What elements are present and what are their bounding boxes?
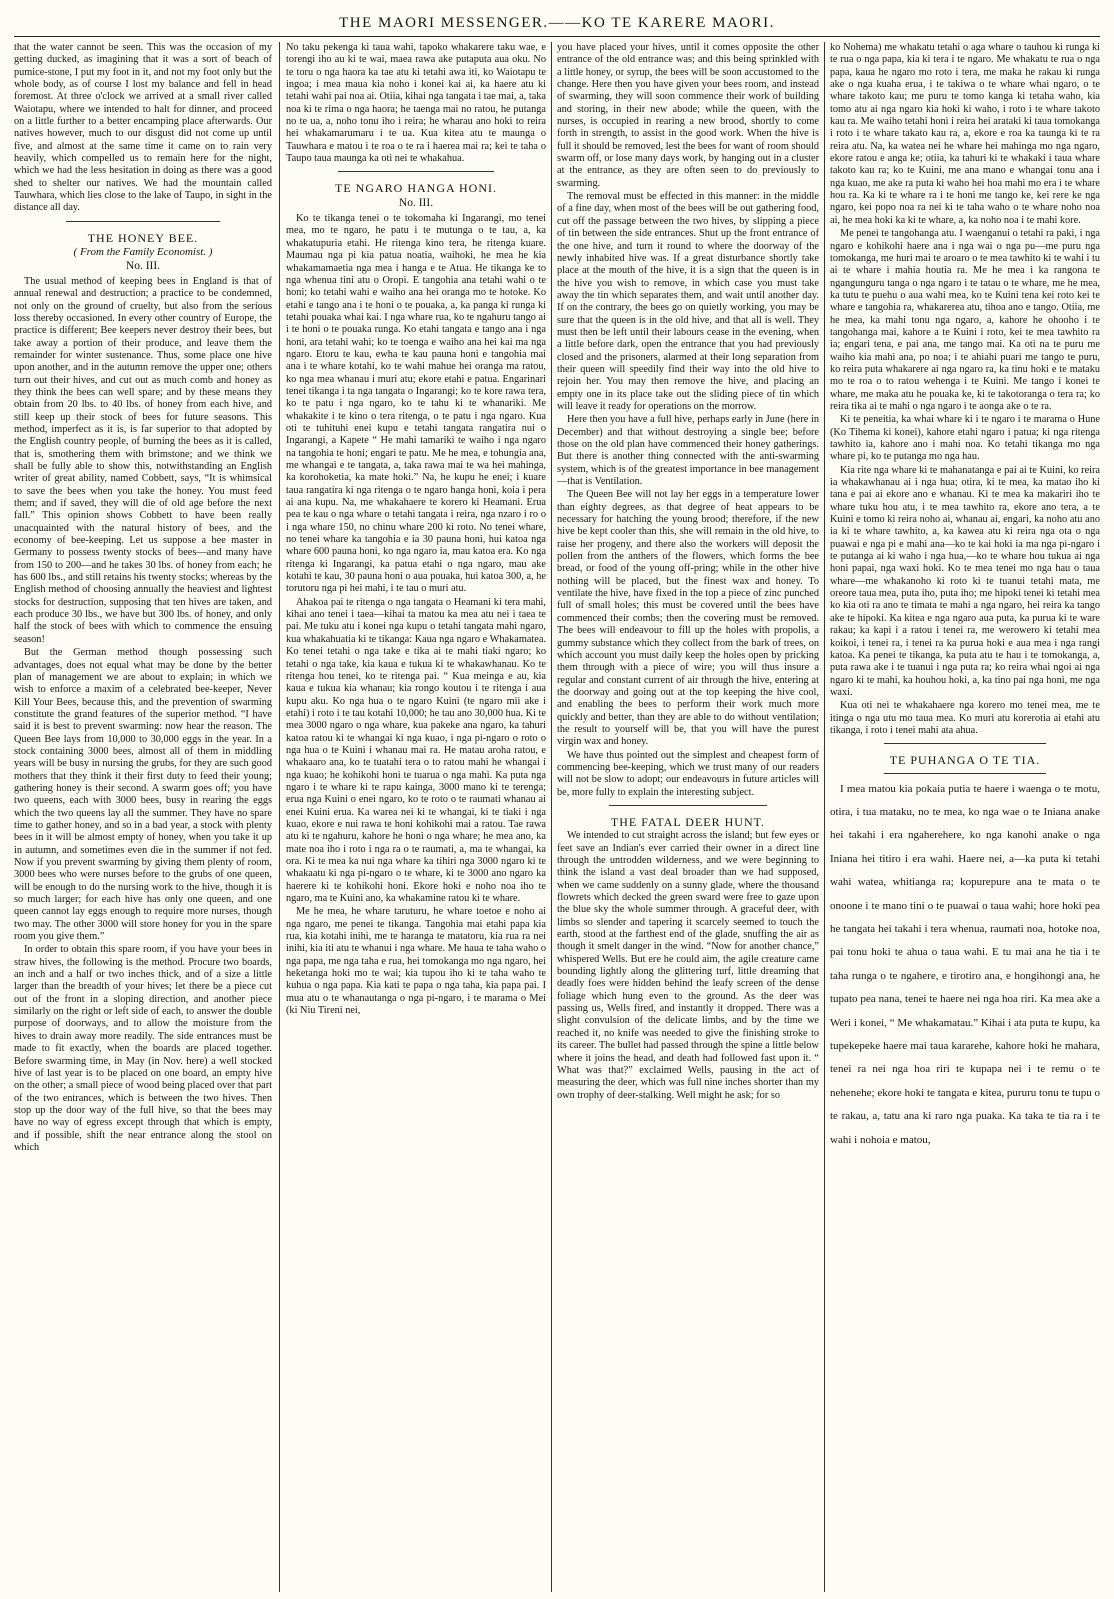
article-title-honey-bee: THE HONEY BEE. [87,230,199,245]
column-4 [830,42,1100,1592]
masthead-dash: —— [548,15,582,31]
paragraph: No taku pekenga ki taua wahi, tapoko whakarere taku wae, e torengi iho au ki te wai, maea rawa ake putaputa aua oku. No te toru o nga haora ka tae atu ki tetahi awa iti, ko Waiotapu te ingoa; i mea maua kia noho i konei kai ai, ka haere atu ki tetahi wahi pai noa ai. Otiia, kihai nga tangata i tae mai, a, taka noa ki te rima o nga haora; he taenga mai no ratou, he putanga no te ua, a, noho tonu iho i reira; he wharau ano hoki to reira hei whakamarumaru i te ua. Kua kitea atu te maunga o Tauwhara e matou i te roa o te ra i haerea mai ra; kei te taha o Taupo taua maunga ka oti nei te whakahua. [286,42,546,165]
paragraph: The removal must be effected in this manner: in the middle of a fine day, when most of the bees will be out gathering food, cut off the passage between the two hives, by slipping a piece of tin between the side entrances. Shut up the front entrance of the one hive, and turn it round to where the doorway of the newly inhabited hive was. If a great disturbance shortly take place at the mouth of the hive, it is a sign that the queen is in the hive you wish to remove, in which case you must take away the tin which separates them, and wait until another day. If on the contrary, the bees go on quietly working, you may be sure that the queen is in the old hive, and that all is well. They must then be left until their labours cease in the evening, when a little before dark, open the entrance that you had previously closed and the prisoners, alarmed at their long separation from their queen will speedily find their way into the old hive to rejoin her. You may then remove the hive, and placing an empty one in its place take out the sliding piece of tin which will leave it ready for operations on the morrow. [557,191,819,412]
paragraph: But the German method though possessing such advantages, does not equal what may be done by the better plan of management we are about to explain; in which we wish to enforce a maxim of a celebrated bee-keeper, Never Kill Your Bees, because this, and the prevention of swarming constitute the grand features of the superior method. “I have said it is best to prevent swarming: now hear the reason. The Queen Bee lays from 10,000 to 30,000 eggs in the year. In a stock containing 3000 bees, almost all of them in middling years will be busy in nursing the grubs, for they are such good mothers that they think it their first duty to feed their young; gathering honey is their second. A swarm goes off; you have two queens, each with 3000 bees, busy in rearing the eggs which the two queens lay all the summer. They have no spare time to gather honey, and so in a bad year, a stock with plenty bees in it will be almost empty of honey, when you take it up in autumn, and sometimes even die in the summer if not fed. Now if you prevent swarming by giving them plenty of room, 3000 bees who were nurses before to the grubs of one queen, will be enough to do the nursing work to the hive, though it is so much larger; for each hive has only one queen, and one queen cannot lay eggs enough to require more nurses, though two may. The other 3000 will store honey for you in the spare room you give them.” [14,647,272,943]
masthead-english: THE MAORI MESSENGER. [339,15,549,31]
paragraph: We have thus pointed out the simplest and cheapest form of commencing bee-keeping, which we trust many of our readers will not be slow to adopt; our endeavours in future articles will be, more fully to explain the interesting subject. [557,749,819,798]
paragraph: Kia rite nga whare ki te mahanatanga e pai ai te Kuini, ko reira ia whakawhanau ai i nga hua; otira, ki te mea, ka matao iho ki tana e pai ai ekore ano e whanau. Ki te mea ka makariri iho te whare tuku hou atu, i te mea tawhito ra, ekore ano tera, a te Kuini e tomo ki reira noho ai, whanau ai, engari, ka noho atu ano ia ki te whare tawhito, a, ka kawea atu ki reira nga ota o nga puawai e nga pi e mahi ana—ko te kai hoki ia ma nga pi-ngaro i te putanga ai ki waho i nga hua,—ko te whare hou tukua ai nga honi papai, nga waxi hoki. Ko te mea tenei mo nga hau o taua whare—me whakanoho ki roto ki te tuanui tetahi mata, me oreore taua mea, puta iho, puta iho; me hipoki tenei ki tetahi mea ko kia oti ra ano te timata te mahi a nga ngaro, hei reira ka tango ake te hipoki. Ka kitea e nga ngaro aua puta, ka purua ki te ware rakau; ka kapi i a ratou i tenei ra, me werowero ki tetahi mea koikoi, i tenei ra, i tenei ra ka purua hoki e aua mea i nga rangi katoa. Ka penei te tikanga, ka puta atu te hau i te tomokanga, a, puta rawa ake i te tuanui i nga puta ra; ko reira whai ngoi ai nga ngaro ki te mahi, ka houhou hoki, a, ka tino pai nga honi, me nga waxi. [830,464,1100,698]
divider [338,171,494,172]
paragraph: Ahakoa pai te ritenga o nga tangata o Heamani ki tera mahi, kihai ano tenei i taea—kihai ta matou ka mea atu nei i taea te pai. Me tuku atu i konei nga kupu o tetahi tangata mahi ngaro, kua whakahuatia ki te tikanga: Kaua nga ngaro e Whakamatea. Ko tenei tetahi o nga take e tika ai te mahi tiaki ngaro; ko tetahi o nga take, kia kaua e tukua ki te whakawhanau. Ko te ritenga hou tenei, ko te ritenga pai. “ Kua meinga e au, kia kaua e tukua kia whanau; kia rongo koutou i te ritenga i aua kupu aku. Ko nga hua o te ngaro Kuini (te ngaro mii ake i etahi) i roto i te tau kotahi 10,000; he tau ano 30,000 hua. Ki te mea 3000 ngaro o nga whare, kua pakeke ana ngaro, ka tahuri katoa ratou ki te whangai ki nga kuao, i nga pi-ngaro o roto o nga hua o te Kuini i whanau mai ra. He matau aroha ratou, e whakaaro ana, ko te tuatahi tera o to ratou mahi he whangai i nga kuao; he kohikohi honi te tuarua o nga mahi. Ka puta nga ngaro i te whare ki te rapu kainga, 3000 mano ki te terenga; erua nga Kuini o enei ngaro, ko te roto o te raumati whanau ai enei Kuini erua. Ka warea nei ki te whangai, ki te tiaki i nga kuao, ekore e nui rawa te honi kohikohi mai a ratou. Tae rawa atu ki te ngahuru, kahore he honi o nga whare; he mea ano, ka mate noa iho i roto i nga ra o te raumati, a, ma te whangai, ka ora. Ki te mea ka nui nga whare ka tihiri nga 3000 ngaro ki te whakaatu ki nga pi-ngaro o te whare, ki te 3000 ano ngaro ka haerere ki te kohikohi honi. Ekore hoki e noho noa iho te ngaro, ma te Kuini ano, ka whakamine ratou ki te whare. [286,596,546,905]
paragraph: In order to obtain this spare room, if you have your bees in straw hives, the following is the method. Procure two boards, an inch and a half or two inches thick, and of a size a little larger than the breadth of your hives; let there be a piece cut out of the front in a sloping direction, and another piece similarly on the right or left side of each, to answer the double purpose of doorways, and to allow the moisture from the hives to drain away more readily. The side entrances must be made to fit exactly, when the boards are placed together. Before swarming time, in May (in Nov. here) a well stocked hive of last year is to be placed on one board, an empty hive on the other; a small piece of wood being placed over that part of the two entrances, which is between the two hives. Then stop up the door way of the full hive, so that the bees may have no way of egress except through that which is empty, and if possible, shift the near entrance along the stool on which [14,944,272,1153]
paragraph: We intended to cut straight across the island; but few eyes or feet save an Indian's ever carried their owner in a direct line through the untrodden wilderness, and we were beginning to think the island a vast deal broader than we had supposed, when we came suddenly on a sunny glade, where the thousand flowrets which decked the green sward were free to gaze upon the blue sky the whole summer through. A graceful deer, with limbs so slender and tapering it scarcely seemed to touch the earth, stood at the farthest end of the glade, snuffing the air as though it smelt danger in the wind. “Now for another chance,” whispered Wells. But ere he could aim, the agile creature came bounding lightly along the glittering turf, little dreaming that deadly foes were hidden behind the leafy screen of the dense foliage which hung even to the ground. As the deer was passing us, Wells fired, and instantly it dropped. There was a slight convulsion of the delicate limbs, and by the time we reached it, no knife was needed to give the finishing stroke to its career. The bullet had passed through the spine a little below where it joins the head, and death had followed fast upon it. “ What was that?” exclaimed Wells, pausing in the act of measuring the deer, which was full nine inches shorter than my own trophy of deer-stalking. Well might he ask; for so [557,830,819,1101]
column-1 [14,42,272,1592]
article-title-te-puhanga: TE PUHANGA O TE TIA. [889,753,1041,768]
column-rule [824,42,825,1592]
paragraph: that the water cannot be seen. This was the occasion of my getting ducked, as imagining that it was a sort of beach of pumice-stone, I put my foot in it, and not my foot only but the whole body, as of course I lost my balance and fell in head foremost. At three o'clock we arrived at a small river called Waiotapu, where we intended to halt for dinner, and proceed on a little further to a better encamping place afterwards. Our natives however, much to our disgust did not come up until five, and almost at the same time it came on to rain very heavily, which compelled us to remain here for the night, which we had the less hesitation in doing as there was a good shed to shelter our natives. We had the mountain called Tauwhara, which lies close to the lake of Taupo, in sight in the distance all day. [14,42,272,214]
paragraph: Ki te peneitia, ka whai whare ki i te ngaro i te marama o Hune (Ko Tihema ki konei), kahore etahi ngaro i patua; ki nga ritenga tawhito ia, kahore ano i mahi noa. Ko tetahi tikanga mo nga whare pi, ko te putanga mo nga hau. [830,414,1100,463]
column-rule [279,42,280,1592]
paragraph: Me he mea, he whare taruturu, he whare toetoe e noho ai nga ngaro, me penei te tikanga. Tangohia mai etahi papa kia rua, kia kotahi inihi, me te haranga te matatoru, kia rua ra nei inihi, kia iti atu te whanui i nga whare. Me haua te taha waho o nga papa, me nga taha e rua, hei tomokanga mo nga ngaro, hei heketanga hoki mo te wai; kia tupou iho ki te taha waho te kuhua o nga papa. Kia kati te papa o nga taha, kia papa pai. I mua atu o te whanautanga o nga pi-ngaro, i te marama o Mei (ki Niu Tireni nei, [286,906,546,1017]
masthead-maori: KO TE KARERE MAORI. [581,15,775,31]
paragraph: Me penei te tangohanga atu. I waenganui o tetahi ra paki, i nga ngaro e kohikohi haere ana i nga wai o nga pu—me puru nga tomokanga, me huri mai te aroaro o te mea tawhito ki te wahi i tu ai te whare i mahia houtia ra. Me he mea i ka rangona te ngangunguru tanga o nga ngaro i te tatau o te whare, me he mea, ka tutu te puehu o aua wahi mea, ko te Kuini tena kei roto kei te whare e tangohia ra, whakarerea atu, tihoa ano e tango. Otiia, me he mea, ka mahi tonu nga ngaro, a, kahore he ohooho i te tangohanga mai, kahore a te Kuini i roto, kei te mea tawhito ra ia; engari tena, e pai ana, me tango mai. Ka oti na te puru me waiho kia mahi ana, po noa; i te ahiahi puari me tango te puru, ko reira puta whakarere ai nga ngaro ra, ka tinu hoki e te mataku mo te roa o to ratou wehenga i te Kuini. Me tango i konei te whare, me maka atu he pouaka ke, ki te takotoranga o tera ra; ko reira tika ai te mahi o nga ngaro i te aonga ake o te ra. [830,228,1100,412]
column-2 [286,42,546,1592]
article-number: No. III. [125,259,161,272]
column-rule [551,42,552,1592]
divider [884,743,1046,744]
article-number: No. III. [398,196,434,209]
paragraph: ko Nohema) me whakatu tetahi o aga whare o tauhou ki runga ki te rua o nga papa, kia ki tera i te ngaro. Me whakatu te rua o nga papa, kaua he ngaro mo roto i tera, me maka he rakau ki runga ake o nga kuaha erua, i te takiwa o te whare whai ngaro, o te whare takoto kau; me puru te tomo kanga ki tetaha waho, kia tomo atu ai nga ngaro kia hoki ki waho, i roto i te whare takoto kau ra. Me waiho tetahi honi i reira hei arataki ki taua tomokanga i roto i te whare takato kau ra, a, ekore e roa ka taunga ki te ra reira atu. Na, ka watea nei he whare hei mahinga mo nga ngaro, ekore ratou e anga ke; otiia, ka tahuri ki te whakaki i taua whare takoto kau ra; ko te Kuini, me ana mano e whangai tonu ana i nga kuao, me ake ra puta ki waho hei hoa mahi mo era i te whare hou ra. Ka ki te whare ra i te honi me tango ke, kei rere ke nga ngaro, kei popo noa ra nei ki te taha waho o te whare noho noa ai, he mea hoki ka ki te whare, a, ka noho noa i te mahi kore. [830,42,1100,226]
paragraph: I mea matou kia pokaia putia te haere i waenga o te motu, otira, i tua mataku, no te mea, ko nga wae o te Iniana anake hei takahi i era ngaherehere, ko nga kanohi anake o nga Iniana hei titiro i era wahi. Haere nei, a—ka puta ki tetahi wahi watea, whitianga ra; kopurepure ana te mata o te onoone i te mano tini o te puawai o taua wahi; hore hoki pea he tangata hei takahi i tera whenua, raumati noa, hotoke noa, pai tonu hoki te ahua o taua wahi. E tu mai ana he tia i te taha runga o te ngahere, e tirotiro ana, e hongihongi ana, he tupato pea nana, tenei te haere nei nga hoa riri. Ka mea ake a Weri i konei, “ Me whakamatau.” Kihai i ata puta te kupu, ka tupekepeke haere mai taua kararehe, kahore hoki he mahara, tenei ra nei nga hoa riri te kupapa nei i te remu o te nehenehe; ekore hoki te tangata e kitea, pururu tonu te tupu o te rakau, a, tatu ana ki raro nga puaka. Ka taka te tia ra i te wahi i nohoia e matou, [830,782,1100,1146]
paragraph: Here then you have a full hive, perhaps early in June (here in December) and that without destroying a single bee; before those on the old plan have commenced their honey gatherings. But there is another thing connected with the anti-swarming system, which is of the greatest importance in bee management—that is Ventilation. [557,414,819,488]
divider [609,805,766,806]
paragraph: Kua oti nei te whakahaere nga korero mo tenei mea, me te itinga o nga utu mo taua mea. Ko muri atu korerotia ai etahi atu tikanga, i roto i tenei mahi ata ahua. [830,700,1100,736]
paragraph: you have placed your hives, until it comes opposite the other entrance of the old entrance was; and this being sprinkled with a little honey, or syrup, the bees will be soon accustomed to the change. Here then you have given your bees room, and instead of swarming, they will soon commence their work of building and storing, in their new abode; while the queen, with the nurses, is occupied in rearing a new brood, shortly to come forth in strength, to assist in the good work. When the hive is full it should be removed, lest the bees for want of room should swarm off, or lose many days work, by hanging out in a cluster at the entrance, as they are often seen to do previously to swarming. [557,42,819,189]
paragraph: Ko te tikanga tenei o te tokomaha ki Ingarangi, mo tenei mea, mo te ngaro, he patu i te mutunga o te tau, a, ka whakatupuria etahi. He ritenga kino tera, he ritenga kuare. Maumau nga pi kia patua noatia, waihoki, he mea he kia whakamamaetia nga mea i hanga e te Atua. He tikanga ke to nga whenua tini atu o Oropi. E tangohia ana tetahi wahi o te honi; ko tetahi wahi e waiho ana hei oranga mo te hotoke. Ko etahi e tango ana i te honi o te pouaka, a, ka panga ki runga ki tetahi pouaka whai kai. I nga whare rua, ko te ngahuru tango ai i te honi o te pouaka runga. Ko etahi tangata e tango ana i nga honi, ara tetahi wahi; ko te toenga e waiho ana hei kai ma nga ngaro. Etoru te kau, ewha te kau pauna honi e tangohia mai ana i te whare kotahi, ko te wahi mahue hei oranga ma ratou, ko nga mea whanau i muri atu; ekore etahi e patua. Engarinari tenei tikanga i ta nga tangata o Ingarangi; ko te kore rawa tera, ko te patu i nga ngaro, ko te tahu ki te whanariki. Me whakakite i te kino o tera ritenga, o te patu i nga ngaro. Kua oti te tuhituhi enei kupu e tetahi tangata rangatira nui o Ingarangi, a Kapete “ He mahi tamariki te waiho i nga ngaro na tangohia te honi; engari te patu. Me he mea, e tohungia ana, me whangai e te tangata, a, taka rawa mai te wa hei mahinga, ka korohoketia, ka mate hoki.” Na, he kupu he enei; i kuare taua rangatira ki nga ritenga o te ngaro hanga honi, koia i pera ai ana kupu. Na, me whakahaere te korero ki Heamani. Erua pea te kau o nga whare o tetahi tangata i reira, nga nzaro i ro o i nga whare 150, no chinu whare 200 ki roto. No tenei whare, no tenei whare ka tangohia e ia 30 pauna honi, hui katoa nga whare 600 pauna honi, ko nga ngaro ia, mau katoa era. Ko nga ritenga ki Ingarangi, ka patua etahi o nga ngaro, mau ake kotahi te kau, 30 pauna honi o aua pouaka, hui katoa 300, a, he torutoru nga pi hei mahi, i te tau o muri atu. [286,213,546,595]
article-title-fatal-deer-hunt: THE FATAL DEER HUNT. [610,814,766,829]
divider [884,773,1046,774]
article-title-te-ngaro: TE NGARO HANGA HONI. [335,181,497,196]
paragraph: The usual method of keeping bees in England is that of annual renewal and destruction; a practice to be condemned, not only on the ground of cruelty, but also from the serious loss thereby occasioned. In every other country of Europe, the practice is different; Bee keepers never destroy their bees, but take away a portion of their produce, and leave them the remainder for winter sustenance. Thus, some place one hive upon another, and in the autumn remove the upper one; others turn out their hives, and cut out as much comb and honey as they think the bees can well spare; and by these means they obtain from 20 lbs. to 40 lbs. of honey from each hive, and still keep up their stock of bees for future seasons. This method, imperfect as it is, is far superior to that adopted by the English country people, of burning the bees as it is called, that is, smothering them with brimstone; and we think we shall be fully able to show this, notwithstanding an English writer of great ability, named Cobbett, says, “It is whimsical to save the bees when you take the honey. You must feed them; and if saved, they will die of old age before the next fall.” This opinion shows Cobbett to have been really unacquainted with the natural history of bees, and the economy of bee-keeping. Let us suppose a bee master in Germany to possess twenty stocks of bees—and many have from 150 to 200—and he takes 30 lbs. of honey from each; he has 600 lbs., and still retains his twenty stocks; whereas by the English method of choosing annually the heaviest and lightest stocks for destruction, supposing that ten hives are taken, and each produce 30 lbs., we have but 300 lbs. of honey, and only half the stock of bees with which to commence the ensuing season! [14,275,272,645]
masthead [14,10,1100,37]
column-3 [557,42,819,1592]
divider [66,221,221,222]
paragraph: The Queen Bee will not lay her eggs in a temperature lower than eighty degrees, as that degree of heat appears to be necessary for hatching the young brood; therefore, if the new hive be kept cooler than this, she will remain in the old hive, to raise her progeny, and there also the workers will deposit the pollen from the anthers of the flowers, which forms the bee bread, or food of the young off-pring; while in the other hive nothing will be placed, but the finest wax and honey. To ventilate the hive, have fixed in the top a piece of zinc punched full of small holes; this must be covered until the bees have commenced their combs; then the covering must be removed. The bees will endeavour to fill up the holes with propolis, a gummy substance which they collect from the bark of trees, on which account you must daily keep the holes open by pricking them through with a piece of wire; you will thus insure a regular and constant current of air through the hive, entering at the doorway and going out at the top keeping the hive cool, and enabling the bees to perform their work much more quickly and better, than they are able to do without ventilation; the result to yourself will be, that you will have the purest virgin wax and honey. [557,489,819,748]
article-source: ( From the Family Economist. ) [73,246,213,259]
